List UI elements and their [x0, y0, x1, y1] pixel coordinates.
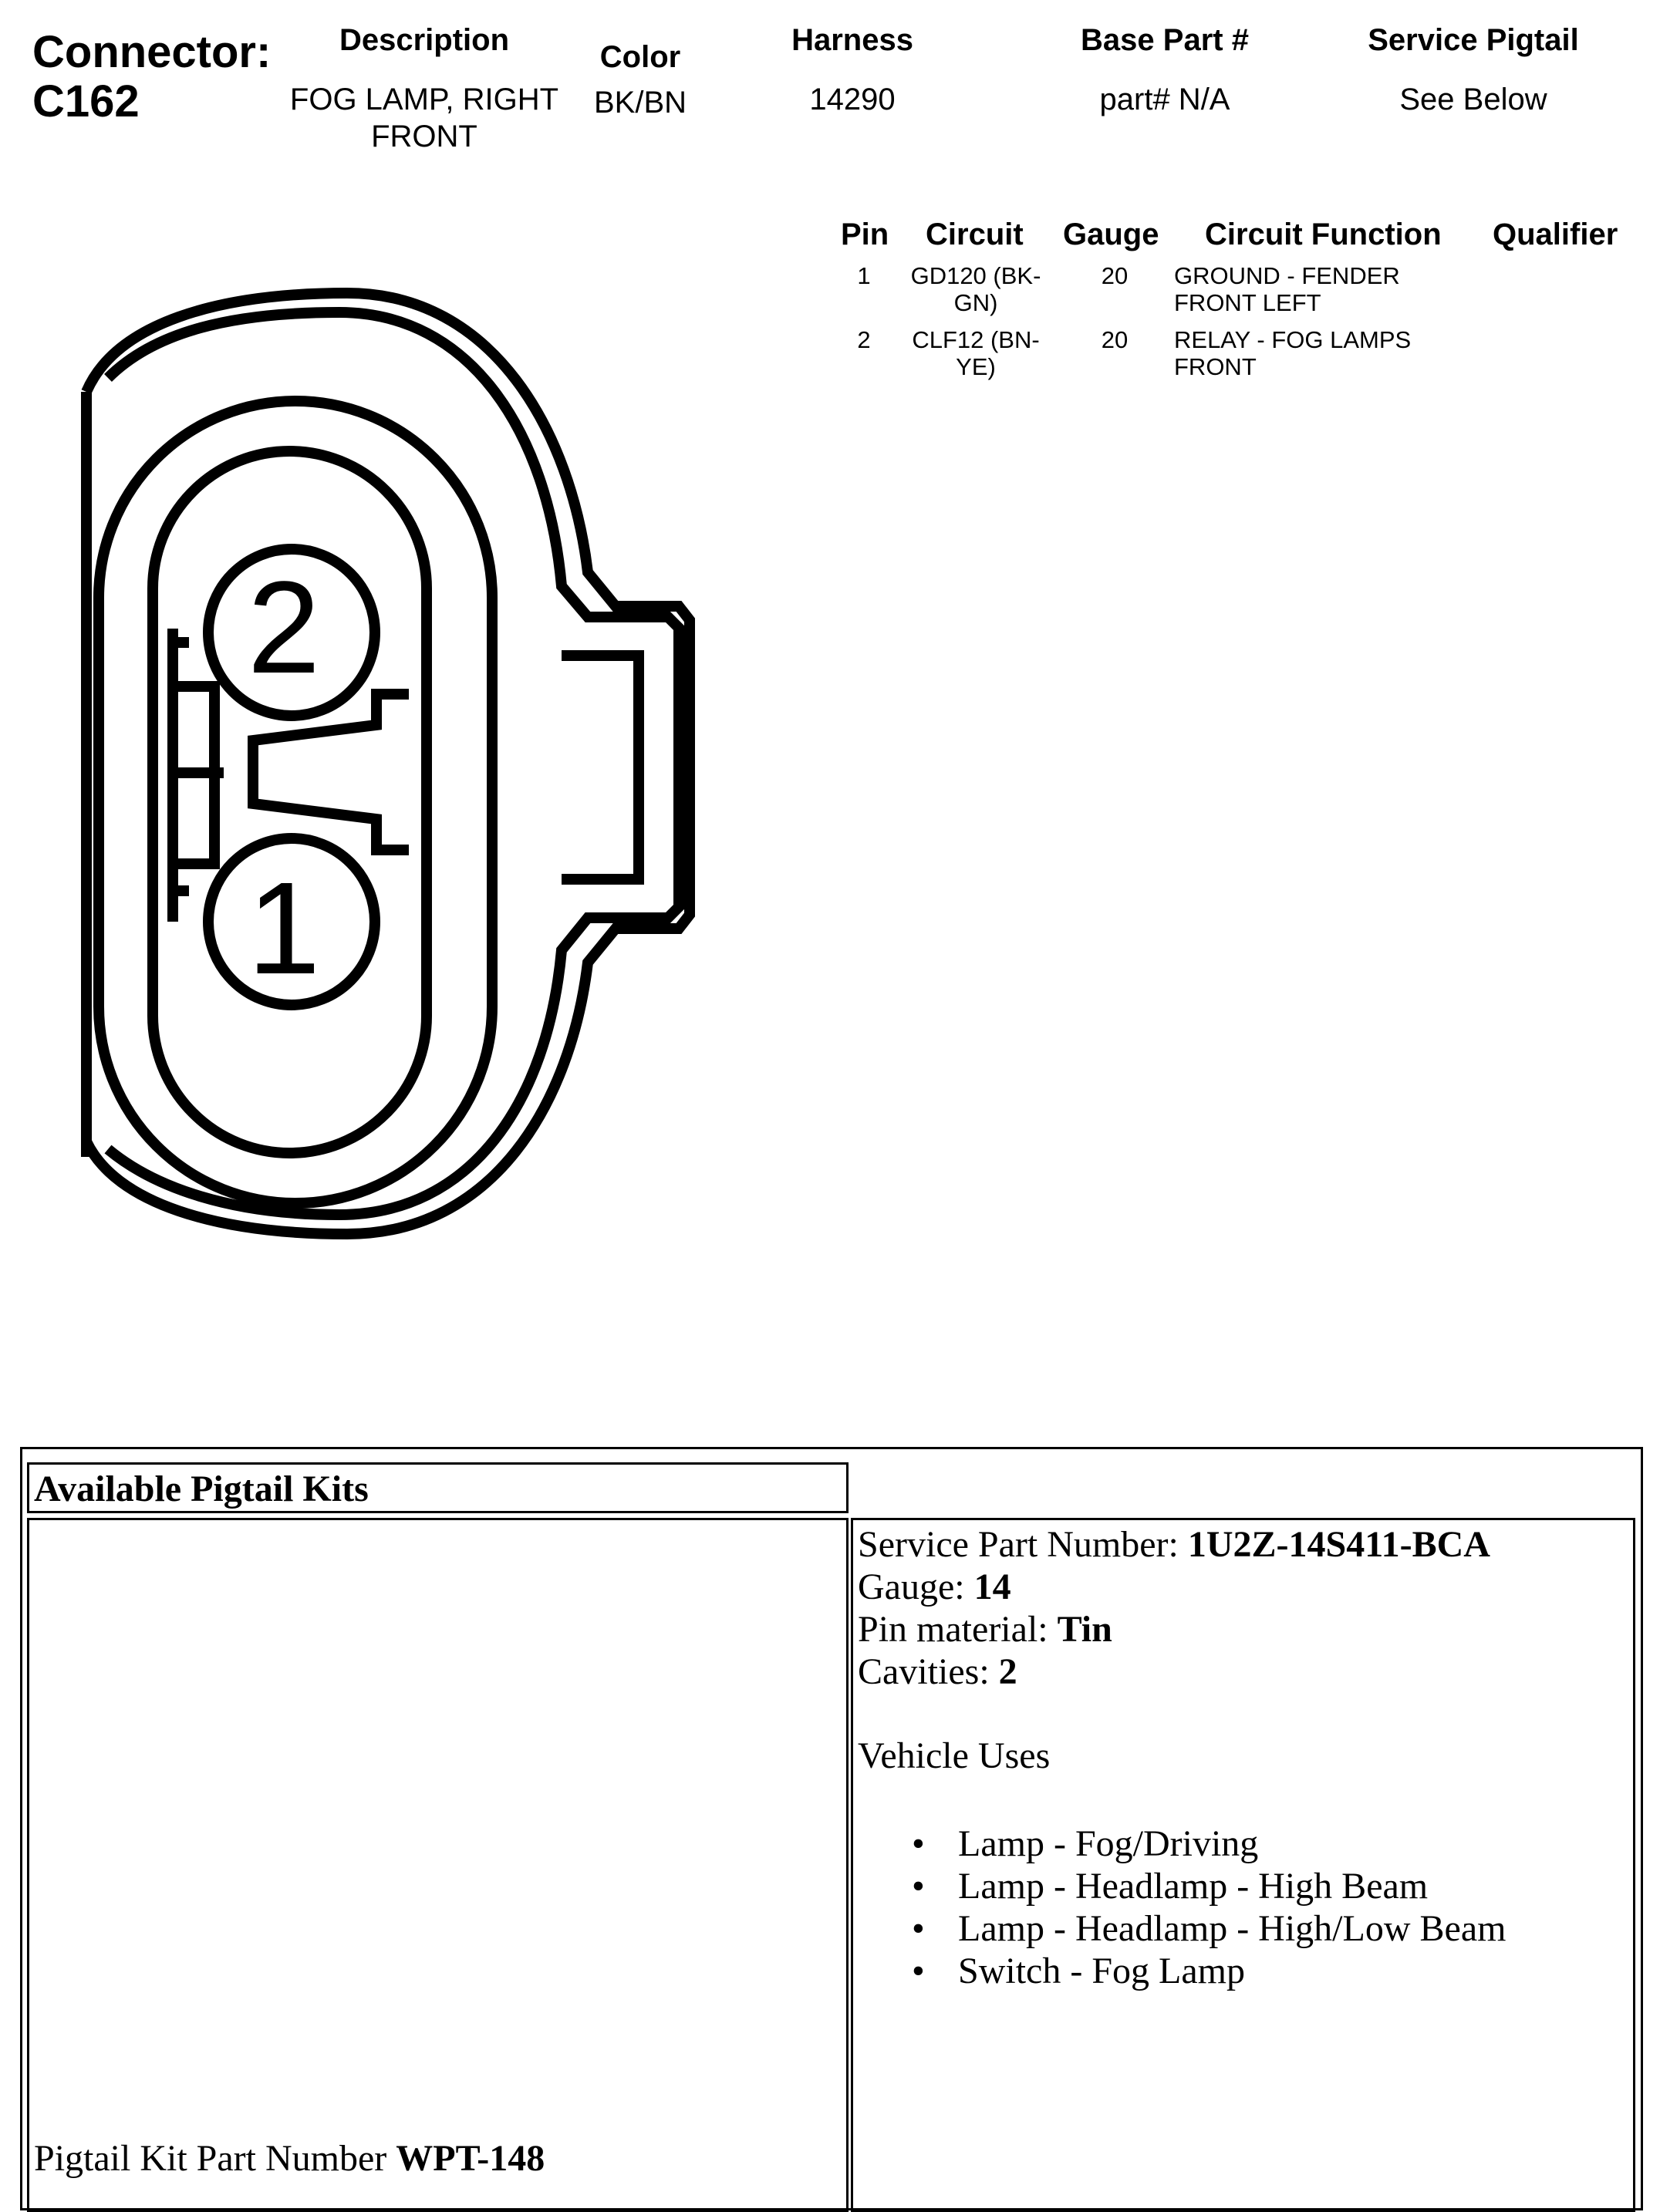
function-cell — [1174, 262, 1483, 316]
pigtail-gauge-label: Gauge: — [858, 1566, 974, 1607]
pigtail-kit-cell — [27, 1518, 849, 2212]
service-pigtail-column — [1342, 23, 1604, 118]
connector-label: Connector: — [32, 27, 272, 77]
cavities-label: Cavities: — [858, 1651, 999, 1692]
base-part-column — [1041, 23, 1288, 118]
circuit-line: YE) — [956, 353, 996, 380]
connector-id: C162 — [32, 76, 140, 126]
service-part-number — [858, 1523, 1490, 1566]
housing-secondary-shell — [108, 312, 679, 1215]
circuit-header: Circuit — [926, 217, 1024, 251]
description-line2: FRONT — [371, 120, 477, 153]
pin-header: Pin — [841, 217, 889, 251]
function-cell — [1174, 326, 1483, 380]
kit-part-number — [34, 2137, 545, 2180]
vehicle-use-text: Switch - Fog Lamp — [958, 1951, 1245, 1991]
vehicle-use-item — [912, 1865, 1506, 1907]
circuit-line: GD120 (BK- — [910, 262, 1041, 289]
qualifier-header: Qualifier — [1493, 217, 1618, 251]
pin-cell: 1 — [857, 262, 871, 289]
kit-part-label: Pigtail Kit Part Number — [34, 2138, 396, 2179]
vehicle-use-item — [912, 1907, 1506, 1950]
bullet-icon: • — [912, 1823, 925, 1864]
circuit-line: GN) — [953, 289, 998, 316]
pin-material-label: Pin material: — [858, 1609, 1058, 1650]
circuit-cell — [899, 326, 1053, 380]
vehicle-use-text: Lamp - Headlamp - High Beam — [958, 1866, 1429, 1907]
vehicle-use-text: Lamp - Fog/Driving — [958, 1823, 1259, 1864]
function-line: GROUND - FENDER — [1174, 262, 1400, 289]
service-part-label: Service Part Number: — [858, 1524, 1188, 1565]
latch-slot — [562, 656, 639, 879]
function-line: FRONT LEFT — [1174, 289, 1321, 316]
description-line1: FOG LAMP, RIGHT — [289, 83, 559, 116]
circuit-function-header: Circuit Function — [1205, 217, 1442, 251]
pin-1-label: 1 — [247, 855, 321, 1002]
pin-2-label: 2 — [247, 555, 321, 701]
harness-column — [737, 23, 968, 118]
color-label: Color — [599, 40, 681, 74]
base-part-label: Base Part # — [1081, 23, 1249, 57]
vehicle-use-item — [912, 1950, 1506, 1992]
kit-part-value: WPT-148 — [396, 2138, 545, 2179]
description-label: Description — [339, 23, 510, 57]
bullet-icon: • — [912, 1866, 925, 1907]
bullet-icon: • — [912, 1951, 925, 1991]
color-value: BK/BN — [593, 86, 687, 120]
gauge-cell: 20 — [1101, 326, 1129, 353]
vehicle-use-text: Lamp - Headlamp - High/Low Beam — [958, 1908, 1506, 1949]
service-pigtail-label: Service Pigtail — [1368, 23, 1579, 57]
vehicle-uses-list — [912, 1823, 1506, 1992]
pigtail-gauge-value: 14 — [973, 1566, 1011, 1607]
circuit-cell — [899, 262, 1053, 316]
pin-cell: 2 — [857, 326, 871, 353]
pin-material — [858, 1608, 1112, 1651]
connector-face-diagram — [0, 0, 771, 1311]
pigtail-gauge — [858, 1566, 1011, 1608]
service-pigtail-value: See Below — [1399, 83, 1547, 116]
cavities-value: 2 — [998, 1651, 1017, 1692]
function-line: FRONT — [1174, 353, 1257, 380]
base-part-value: part# N/A — [1099, 83, 1230, 116]
service-part-value: 1U2Z-14S411-BCA — [1187, 1524, 1490, 1565]
gauge-cell: 20 — [1101, 262, 1129, 289]
bullet-icon: • — [912, 1908, 925, 1949]
gauge-header: Gauge — [1063, 217, 1159, 251]
cavities — [858, 1651, 1017, 1693]
circuit-line: CLF12 (BN- — [912, 326, 1040, 353]
harness-value: 14290 — [809, 83, 896, 116]
pigtail-details-cell — [851, 1518, 1635, 2212]
pigtail-title-cell — [27, 1462, 849, 1513]
pin-material-value: Tin — [1057, 1609, 1112, 1650]
harness-label: Harness — [791, 23, 913, 57]
vehicle-use-item — [912, 1823, 1506, 1865]
pigtail-title: Available Pigtail Kits — [34, 1468, 369, 1509]
vehicle-uses-label: Vehicle Uses — [858, 1735, 1051, 1776]
function-line: RELAY - FOG LAMPS — [1174, 326, 1412, 353]
